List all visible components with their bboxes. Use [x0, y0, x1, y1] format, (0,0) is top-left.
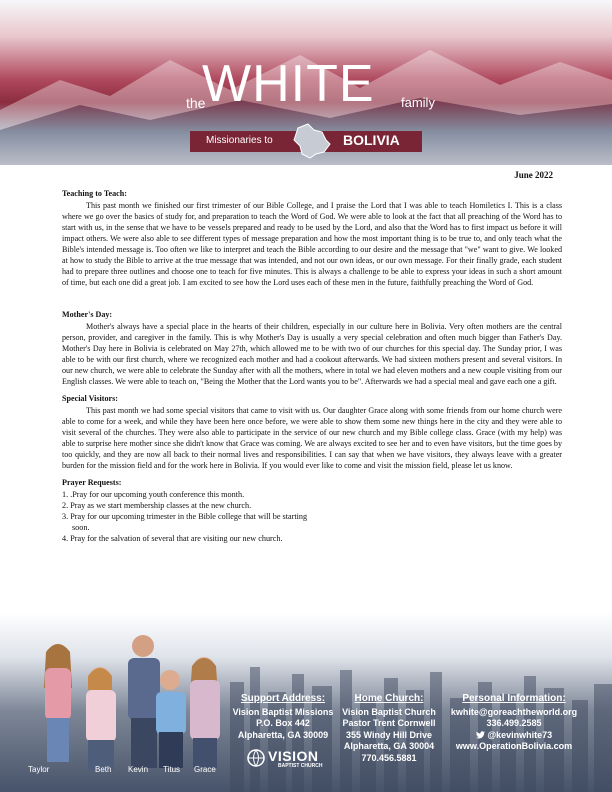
support-address-line: Vision Baptist Missions	[232, 706, 334, 717]
section-text: This past month we finished our first trimester of our Bible College, and I praise the Lord that I was able to teach Homiletics I. This is a class where we go over the basics of study for, and preparation to teach the Word of God. We were able to look at the fact that all preaching of the Word has to start with us, in the sense that we have to be vessels prepared and ready to be used by the Lord, and also that the Word has to first impact us before it will impact others. We were also able to see different types of message preparation and how the most important thing is to be true to, and only teach what the Bible's intended message is. Too often we like to interpret and teach the Bible according to our desire and the message that "we" want to give. We looked at how to study the Bible to arrive at the true message that was intended, and not our own ideas, or our own message. For their finally grade, each student had to prepare three outlines and choose one to teach for five minutes. This is always a challenge to be able to express your ideas in such a short amount of time, but each one did a great job. I am excited to see how the Lord uses each of these men in the future, faithfully preaching the Word of God.	[62, 201, 562, 287]
prayer-item: 3. Pray for our upcoming trimester in the Bible college that will be starting	[62, 512, 308, 521]
prayer-item: 2. Pray as we start membership classes at the new church.	[62, 501, 252, 510]
prayer-item-continuation: soon.	[72, 523, 90, 532]
home-church-line: Alpharetta, GA 30004	[343, 741, 435, 751]
website-link[interactable]: www.OperationBolivia.com	[455, 741, 573, 751]
title-family: family	[401, 95, 435, 110]
support-address-line: Alpharetta, GA 30009	[237, 729, 329, 740]
support-address-line: P.O. Box 442	[256, 718, 310, 728]
family-name-label: Beth	[95, 765, 112, 774]
twitter-handle-text: @kevinwhite73	[487, 729, 553, 740]
title-the: the	[186, 95, 206, 111]
phone-number: 336.499.2585	[486, 718, 542, 728]
email-link[interactable]: kwhite@goreachtheworld.org	[450, 706, 578, 717]
missionaries-to-label: Missionaries to	[206, 135, 273, 146]
globe-logo-icon	[246, 748, 266, 768]
newsletter-date: June 2022	[514, 170, 553, 180]
family-name-label: Kevin	[128, 765, 149, 774]
family-name-label: Titus	[163, 765, 181, 774]
section-mothers-day	[62, 309, 562, 387]
section-prayer-requests	[62, 477, 562, 544]
vision-baptist-logo	[246, 748, 328, 772]
section-text: Mother's always have a special place in the hearts of their children, especially in our culture here in Bolivia. Very often mothers are the central person, provider, and caregiver in the family. This is why Mother's Day is usually a very special celebration and often much bigger than Father's Day. Mother's Day here in Bolivia is celebrated on May 27th, which allowed me to be with two of our churches for this special day. The Sunday prior, I was able to be with our first church, where we recognized each mother and had a cookout afterwards. We had sixteen mothers present and several visitors. In our new church, we were able to celebrate the Sunday after with all the mothers, where in total we had eleven mothers and a new couple visiting from our English classes. We were able to teach on, "Being the Mother that the Lord wants you to be". Afterwards we had a special meal and gave each one a gift.	[62, 322, 562, 386]
section-heading: Prayer Requests:	[62, 478, 122, 487]
section-heading: Special Visitors:	[62, 394, 118, 403]
support-address-block	[228, 693, 338, 741]
section-heading: Mother's Day:	[62, 310, 113, 319]
twitter-bird-icon	[476, 731, 485, 739]
prayer-item: 1. .Pray for our upcoming youth conference this month.	[62, 490, 245, 499]
section-text: This past month we had some special visitors that came to visit with us. Our daughter Grace along with some friends from our home church were able to come for a week, and while they have been here once before, we were able to show them some new things here in the city and they were able to visit several of the churches. They were also able to participate in the service of our new church and my Bible college class. Grace (with my help) was able to surprise here mother since she didn't know that Grace was coming. We are always excited to see her and to even have visitors, but the time goes by too quickly, and they are now all back to their normal lives and responsibilities. I can say that when we have visitors, they always leave with a greater burden for the mission field and for the work here in Bolivia. If you would ever like to come and visit the mission field, please let us know.	[62, 406, 562, 470]
twitter-handle[interactable]	[444, 730, 584, 742]
country-label: BOLIVIA	[343, 132, 400, 148]
home-church-line: Vision Baptist Church	[342, 706, 436, 717]
home-church-line: 355 Windy Hill Drive	[346, 729, 432, 740]
home-church-heading: Home Church:	[354, 693, 424, 704]
title-white: WHITE	[202, 55, 375, 113]
family-name-label: Taylor	[28, 765, 50, 774]
home-church-line: 770.456.5881	[361, 752, 417, 763]
personal-info-heading: Personal Information:	[462, 693, 566, 704]
section-heading: Teaching to Teach:	[62, 189, 127, 198]
bolivia-map-icon	[290, 122, 332, 160]
family-name-label: Grace	[194, 765, 216, 774]
section-special-visitors	[62, 393, 562, 471]
home-church-block	[334, 693, 444, 764]
logo-wordmark: VISION	[268, 748, 319, 764]
home-church-line: Pastor Trent Cornwell	[342, 718, 436, 728]
prayer-item: 4. Pray for the salvation of several that are visiting our new church.	[62, 534, 283, 543]
newsletter-body	[62, 188, 562, 544]
logo-subtitle: BAPTIST CHURCH	[278, 763, 323, 769]
section-teaching	[62, 188, 562, 288]
personal-info-block	[444, 693, 584, 753]
support-address-heading: Support Address:	[240, 693, 326, 704]
